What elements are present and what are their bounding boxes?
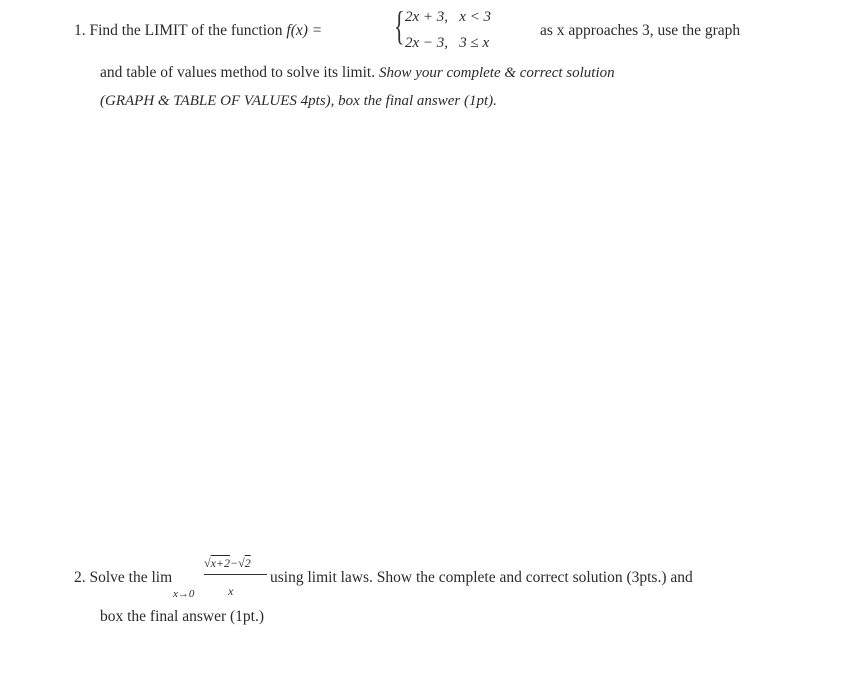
fraction-bar xyxy=(204,574,267,575)
q1-function-lhs: f(x) = xyxy=(286,22,323,39)
q2-line-2: box the final answer (1pt.) xyxy=(100,608,264,625)
piecewise-brace-icon: { xyxy=(394,3,405,48)
sqrt-icon: √ xyxy=(204,556,211,570)
q1-line2-normal: and table of values method to solve its limit. xyxy=(100,64,376,81)
q2-after-text: using limit laws. Show the complete and correct solution (3pts.) and xyxy=(270,569,693,586)
q2-numerator xyxy=(204,556,251,571)
q1-number: 1. xyxy=(74,22,86,39)
q1-intro-text: Find the LIMIT of the function xyxy=(89,22,283,39)
q2-minus: − xyxy=(230,556,239,570)
q1-line-3: (GRAPH & TABLE OF VALUES 4pts), box the final answer (1pt). xyxy=(100,93,497,109)
q2-number: 2. xyxy=(74,569,86,586)
q1-line2-italic: Show your complete & correct solution xyxy=(378,65,615,81)
q1-case1-expr: 2x + 3, xyxy=(405,9,449,25)
q1-case-2 xyxy=(405,35,489,52)
q2-radicand-a: x+2 xyxy=(210,556,231,570)
q2-prefix-text: Solve the xyxy=(89,569,148,586)
q1-case-1 xyxy=(405,9,491,26)
q2-lim-word: lim xyxy=(151,569,173,586)
q1-intro-line xyxy=(74,22,322,40)
q1-after-text: as x approaches 3, use the graph xyxy=(540,22,741,39)
q1-case2-cond: 3 ≤ x xyxy=(459,35,490,51)
q1-case1-cond: x < 3 xyxy=(459,9,492,25)
q1-case2-expr: 2x − 3, xyxy=(405,35,449,51)
q1-line-2 xyxy=(100,64,615,82)
q2-prefix xyxy=(74,569,172,587)
sqrt-icon: √ xyxy=(238,556,245,570)
q2-radicand-b: 2 xyxy=(244,556,251,570)
q2-lim-subscript: x→0 xyxy=(173,588,195,600)
q2-denominator: x xyxy=(228,584,234,598)
